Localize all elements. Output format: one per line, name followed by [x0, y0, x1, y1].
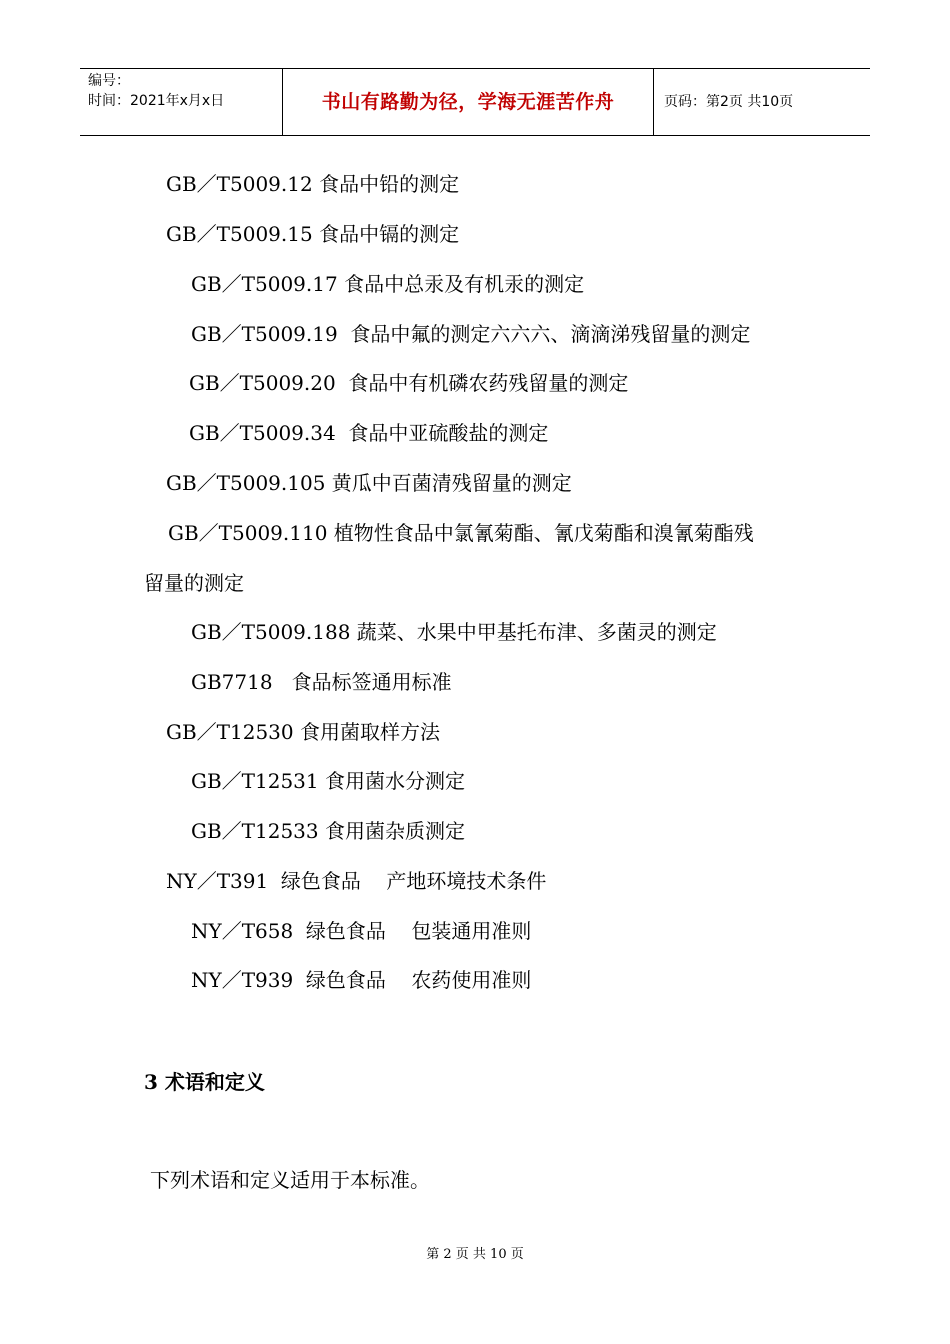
standard-item: GB／T5009.188 蔬菜、水果中甲基托布津、多菌灵的测定 [191, 620, 717, 644]
standard-item: GB／T12531 食用菌水分测定 [191, 769, 465, 793]
standard-item: GB／T5009.15 食品中镉的测定 [166, 222, 460, 246]
standard-item: GB／T5009.19 食品中氟的测定六六六、滴滴涕残留量的测定 [191, 322, 751, 346]
document-time-label: 时间：2021年x月x日 [88, 93, 225, 109]
section-intro: 下列术语和定义适用于本标准。 [150, 1168, 430, 1192]
standard-item: GB／T5009.105 黄瓜中百菌清残留量的测定 [166, 471, 572, 495]
standard-item: GB／T5009.20 食品中有机磷农药残留量的测定 [189, 371, 629, 395]
standard-item: GB／T5009.12 食品中铅的测定 [166, 172, 460, 196]
page-footer: 第 2 页 共 10 页 [426, 1247, 524, 1262]
standard-item: GB／T12533 食用菌杂质测定 [191, 819, 465, 843]
standard-item: GB／T12530 食用菌取样方法 [166, 720, 440, 744]
standard-item: GB／T5009.110 植物性食品中氯氰菊酯、氰戊菊酯和溴氰菊酯残 [168, 521, 754, 545]
header-meta [80, 69, 282, 135]
page-header [80, 68, 870, 136]
standard-item: GB／T5009.34 食品中亚硫酸盐的测定 [189, 421, 549, 445]
standard-item: NY／T939 绿色食品 农药使用准则 [191, 968, 532, 992]
section-heading: 3 术语和定义 [144, 1070, 265, 1094]
document-number-label: 编号： [88, 73, 130, 89]
standard-item: NY／T658 绿色食品 包装通用准则 [191, 919, 532, 943]
header-motto: 书山有路勤为径，学海无涯苦作舟 [282, 69, 654, 135]
standard-item: GB／T5009.17 食品中总汞及有机汞的测定 [191, 272, 585, 296]
standard-item: NY／T391 绿色食品 产地环境技术条件 [166, 869, 547, 893]
standard-item-continuation: 留量的测定 [144, 571, 244, 595]
standard-item: GB7718 食品标签通用标准 [191, 670, 452, 694]
header-page-number: 页码：第2页 共10页 [664, 94, 794, 110]
